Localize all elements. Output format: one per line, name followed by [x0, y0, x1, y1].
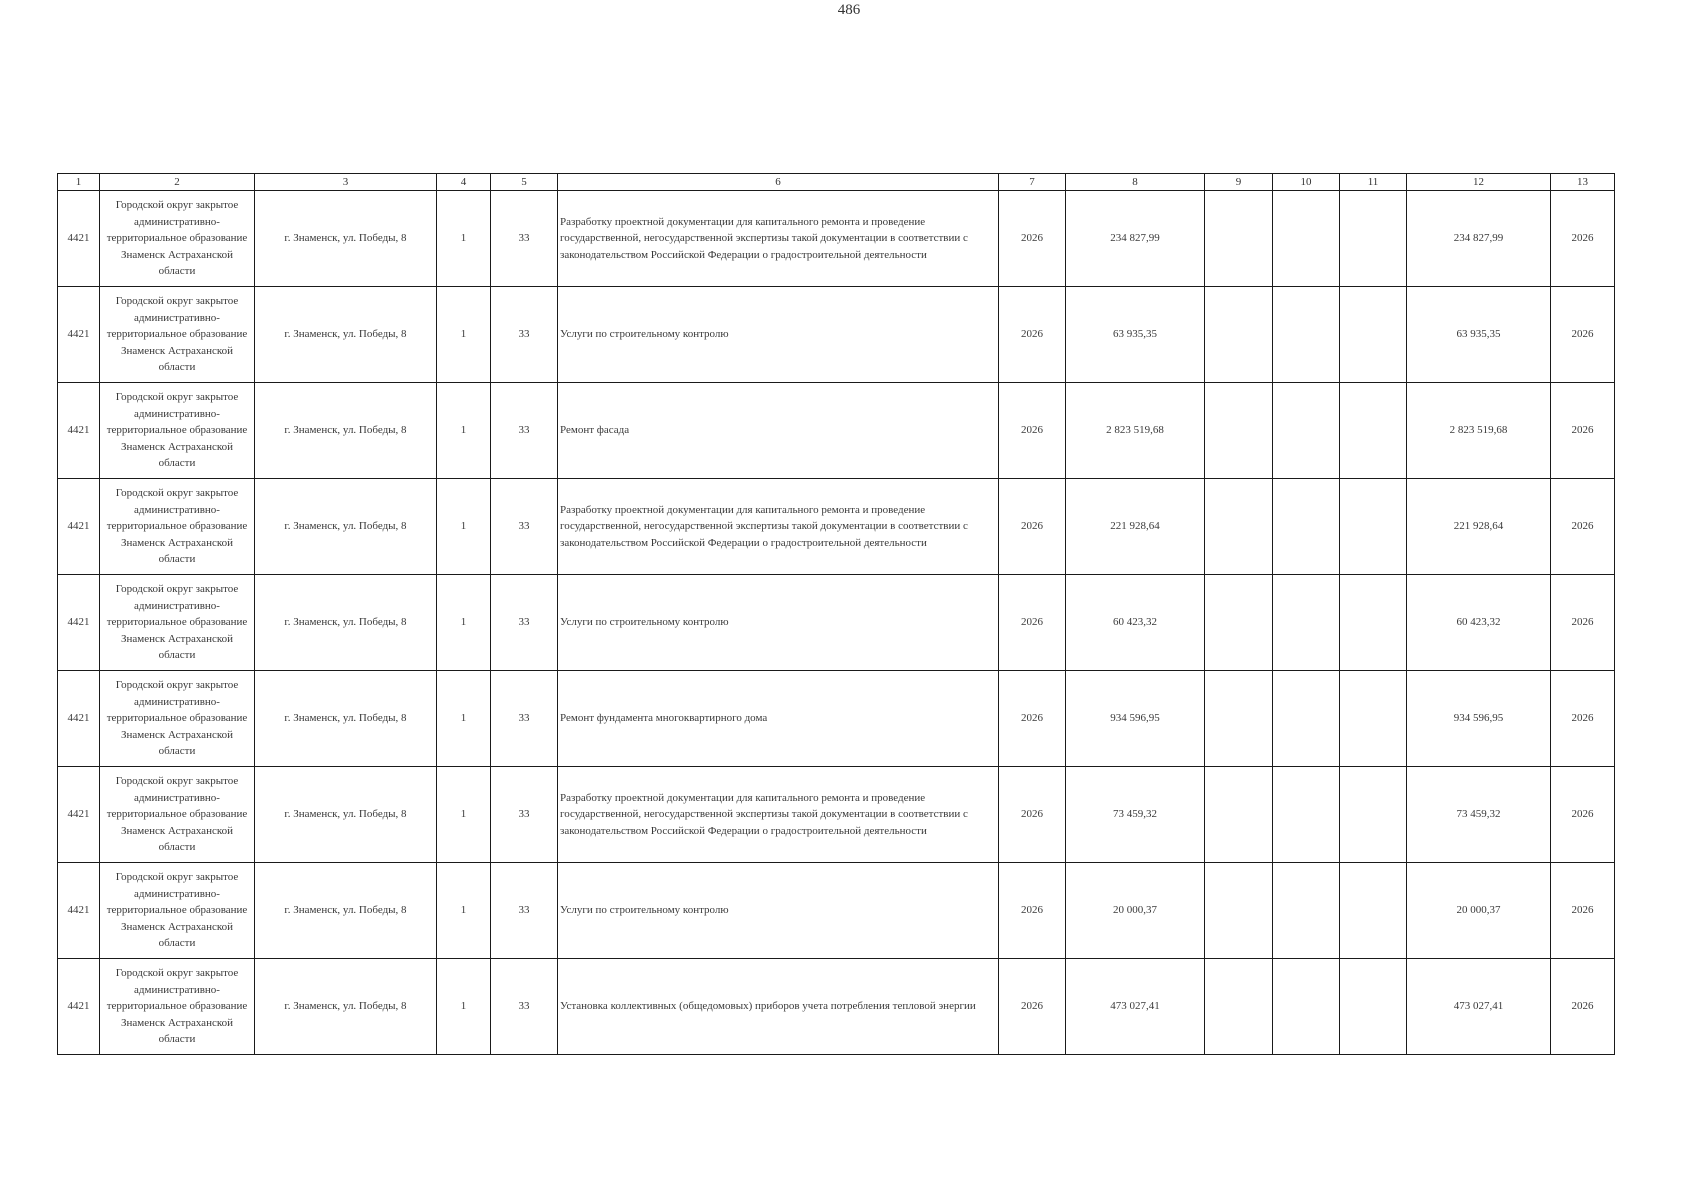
column-header: 9 [1205, 174, 1273, 191]
municipality-cell: Городской округ закрытое административно-территориальное образование Знаменск Астраханской области [100, 767, 255, 863]
col11-cell [1340, 191, 1407, 287]
col11-cell [1340, 479, 1407, 575]
row-number-cell: 4421 [58, 479, 100, 575]
table-row [58, 191, 1615, 287]
column-header: 5 [491, 174, 558, 191]
column-header: 7 [999, 174, 1066, 191]
column-header: 4 [437, 174, 491, 191]
address-cell: г. Знаменск, ул. Победы, 8 [255, 767, 437, 863]
col5-cell: 33 [491, 575, 558, 671]
col10-cell [1273, 575, 1340, 671]
work-description-cell: Услуги по строительному контролю [558, 575, 999, 671]
col9-cell [1205, 863, 1273, 959]
work-description-cell: Ремонт фундамента многоквартирного дома [558, 671, 999, 767]
col10-cell [1273, 671, 1340, 767]
completion-year-cell: 2026 [1551, 479, 1615, 575]
address-cell: г. Знаменск, ул. Победы, 8 [255, 575, 437, 671]
col4-cell: 1 [437, 287, 491, 383]
table-row [58, 383, 1615, 479]
col5-cell: 33 [491, 287, 558, 383]
col9-cell [1205, 767, 1273, 863]
col11-cell [1340, 959, 1407, 1055]
work-description-cell: Установка коллективных (общедомовых) приборов учета потребления тепловой энергии [558, 959, 999, 1055]
year-cell: 2026 [999, 479, 1066, 575]
col4-cell: 1 [437, 191, 491, 287]
column-header: 8 [1066, 174, 1205, 191]
col9-cell [1205, 383, 1273, 479]
total-cost-cell: 234 827,99 [1066, 191, 1205, 287]
column-header: 3 [255, 174, 437, 191]
col10-cell [1273, 959, 1340, 1055]
work-description-cell: Услуги по строительному контролю [558, 287, 999, 383]
fund-cost-cell: 934 596,95 [1407, 671, 1551, 767]
table-body [58, 191, 1615, 1055]
column-header: 10 [1273, 174, 1340, 191]
col11-cell [1340, 287, 1407, 383]
year-cell: 2026 [999, 575, 1066, 671]
total-cost-cell: 473 027,41 [1066, 959, 1205, 1055]
row-number-cell: 4421 [58, 863, 100, 959]
col10-cell [1273, 287, 1340, 383]
col5-cell: 33 [491, 191, 558, 287]
column-header: 12 [1407, 174, 1551, 191]
address-cell: г. Знаменск, ул. Победы, 8 [255, 191, 437, 287]
col4-cell: 1 [437, 383, 491, 479]
address-cell: г. Знаменск, ул. Победы, 8 [255, 287, 437, 383]
municipality-cell: Городской округ закрытое административно-территориальное образование Знаменск Астраханской области [100, 959, 255, 1055]
table-header [58, 174, 1615, 191]
col4-cell: 1 [437, 767, 491, 863]
work-description-cell: Разработку проектной документации для капитального ремонта и проведение государственной, негосударственной экспертизы такой документации в соответствии с законодательством Российской Федерации о градостроительной деятельности [558, 767, 999, 863]
col4-cell: 1 [437, 863, 491, 959]
completion-year-cell: 2026 [1551, 191, 1615, 287]
municipality-cell: Городской округ закрытое административно-территориальное образование Знаменск Астраханской области [100, 863, 255, 959]
row-number-cell: 4421 [58, 959, 100, 1055]
address-cell: г. Знаменск, ул. Победы, 8 [255, 479, 437, 575]
col4-cell: 1 [437, 479, 491, 575]
total-cost-cell: 73 459,32 [1066, 767, 1205, 863]
table-row [58, 863, 1615, 959]
fund-cost-cell: 60 423,32 [1407, 575, 1551, 671]
fund-cost-cell: 473 027,41 [1407, 959, 1551, 1055]
col9-cell [1205, 287, 1273, 383]
col5-cell: 33 [491, 863, 558, 959]
col4-cell: 1 [437, 575, 491, 671]
row-number-cell: 4421 [58, 575, 100, 671]
year-cell: 2026 [999, 191, 1066, 287]
work-description-cell: Ремонт фасада [558, 383, 999, 479]
municipality-cell: Городской округ закрытое административно-территориальное образование Знаменск Астраханской области [100, 575, 255, 671]
address-cell: г. Знаменск, ул. Победы, 8 [255, 671, 437, 767]
year-cell: 2026 [999, 959, 1066, 1055]
col10-cell [1273, 479, 1340, 575]
completion-year-cell: 2026 [1551, 287, 1615, 383]
total-cost-cell: 20 000,37 [1066, 863, 1205, 959]
work-description-cell: Разработку проектной документации для капитального ремонта и проведение государственной, негосударственной экспертизы такой документации в соответствии с законодательством Российской Федерации о градостроительной деятельности [558, 479, 999, 575]
col9-cell [1205, 479, 1273, 575]
fund-cost-cell: 20 000,37 [1407, 863, 1551, 959]
completion-year-cell: 2026 [1551, 959, 1615, 1055]
row-number-cell: 4421 [58, 671, 100, 767]
municipality-cell: Городской округ закрытое административно-территориальное образование Знаменск Астраханской области [100, 671, 255, 767]
table-row [58, 959, 1615, 1055]
year-cell: 2026 [999, 863, 1066, 959]
col9-cell [1205, 671, 1273, 767]
table-row [58, 767, 1615, 863]
total-cost-cell: 221 928,64 [1066, 479, 1205, 575]
col10-cell [1273, 383, 1340, 479]
completion-year-cell: 2026 [1551, 575, 1615, 671]
municipality-cell: Городской округ закрытое административно-территориальное образование Знаменск Астраханской области [100, 383, 255, 479]
total-cost-cell: 60 423,32 [1066, 575, 1205, 671]
col5-cell: 33 [491, 767, 558, 863]
year-cell: 2026 [999, 767, 1066, 863]
col9-cell [1205, 959, 1273, 1055]
column-header: 6 [558, 174, 999, 191]
column-header: 1 [58, 174, 100, 191]
total-cost-cell: 2 823 519,68 [1066, 383, 1205, 479]
year-cell: 2026 [999, 383, 1066, 479]
col11-cell [1340, 575, 1407, 671]
col10-cell [1273, 191, 1340, 287]
col5-cell: 33 [491, 959, 558, 1055]
fund-cost-cell: 221 928,64 [1407, 479, 1551, 575]
completion-year-cell: 2026 [1551, 767, 1615, 863]
col11-cell [1340, 863, 1407, 959]
fund-cost-cell: 73 459,32 [1407, 767, 1551, 863]
col4-cell: 1 [437, 671, 491, 767]
work-description-cell: Разработку проектной документации для капитального ремонта и проведение государственной, негосударственной экспертизы такой документации в соответствии с законодательством Российской Федерации о градостроительной деятельности [558, 191, 999, 287]
address-cell: г. Знаменск, ул. Победы, 8 [255, 863, 437, 959]
row-number-cell: 4421 [58, 767, 100, 863]
row-number-cell: 4421 [58, 191, 100, 287]
col11-cell [1340, 383, 1407, 479]
completion-year-cell: 2026 [1551, 863, 1615, 959]
fund-cost-cell: 2 823 519,68 [1407, 383, 1551, 479]
completion-year-cell: 2026 [1551, 383, 1615, 479]
col9-cell [1205, 191, 1273, 287]
fund-cost-cell: 234 827,99 [1407, 191, 1551, 287]
row-number-cell: 4421 [58, 383, 100, 479]
total-cost-cell: 63 935,35 [1066, 287, 1205, 383]
col10-cell [1273, 767, 1340, 863]
column-number-row [58, 174, 1615, 191]
column-header: 13 [1551, 174, 1615, 191]
table-row [58, 575, 1615, 671]
col5-cell: 33 [491, 479, 558, 575]
col11-cell [1340, 671, 1407, 767]
page-number: 486 [837, 2, 861, 18]
municipality-cell: Городской округ закрытое административно-территориальное образование Знаменск Астраханской области [100, 191, 255, 287]
repair-register-table [57, 173, 1615, 1055]
work-description-cell: Услуги по строительному контролю [558, 863, 999, 959]
col9-cell [1205, 575, 1273, 671]
table-row [58, 479, 1615, 575]
col5-cell: 33 [491, 383, 558, 479]
col4-cell: 1 [437, 959, 491, 1055]
col11-cell [1340, 767, 1407, 863]
column-header: 11 [1340, 174, 1407, 191]
total-cost-cell: 934 596,95 [1066, 671, 1205, 767]
year-cell: 2026 [999, 287, 1066, 383]
address-cell: г. Знаменск, ул. Победы, 8 [255, 959, 437, 1055]
row-number-cell: 4421 [58, 287, 100, 383]
fund-cost-cell: 63 935,35 [1407, 287, 1551, 383]
municipality-cell: Городской округ закрытое административно-территориальное образование Знаменск Астраханской области [100, 287, 255, 383]
table-row [58, 287, 1615, 383]
col5-cell: 33 [491, 671, 558, 767]
table-row [58, 671, 1615, 767]
column-header: 2 [100, 174, 255, 191]
address-cell: г. Знаменск, ул. Победы, 8 [255, 383, 437, 479]
completion-year-cell: 2026 [1551, 671, 1615, 767]
col10-cell [1273, 863, 1340, 959]
year-cell: 2026 [999, 671, 1066, 767]
municipality-cell: Городской округ закрытое административно-территориальное образование Знаменск Астраханской области [100, 479, 255, 575]
